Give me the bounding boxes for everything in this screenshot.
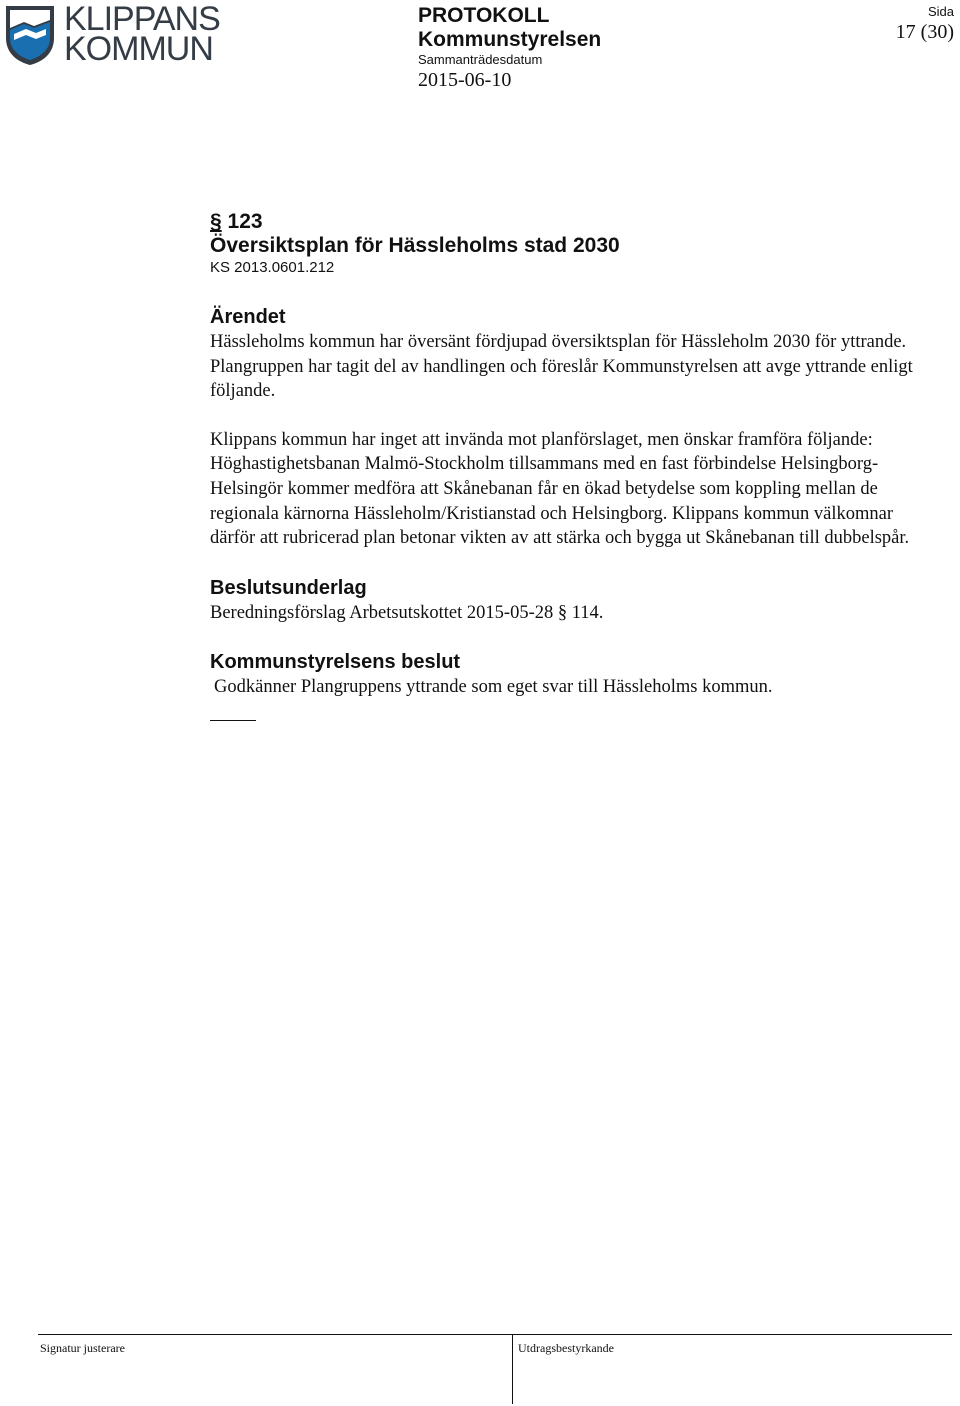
signature-label: Signatur justerare — [40, 1341, 125, 1355]
section-title: Översiktsplan för Hässleholms stad 2030 — [210, 234, 620, 257]
protocol-content — [210, 210, 940, 721]
klippan-shield-icon — [4, 4, 56, 66]
meeting-date-label: Sammanträdesdatum — [418, 52, 543, 67]
arendet-paragraph-1: Hässleholms kommun har översänt fördjupad översiktsplan för Hässleholm 2030 för yttrande. Plangruppen har tagit del av handlingen och föreslår Kommunstyrelsen att avge yttrande enligt följande. — [210, 332, 913, 402]
section-number-line — [210, 210, 940, 234]
end-divider — [210, 720, 256, 721]
beslutsunderlag-heading: Beslutsunderlag — [210, 576, 367, 599]
meeting-date: 2015-06-10 — [418, 69, 512, 91]
footer-divider — [512, 1334, 513, 1404]
footer-rule — [38, 1334, 952, 1335]
beslutsunderlag-text: Beredningsförslag Arbetsutskottet 2015-05-28 § 114. — [210, 602, 604, 623]
beslut-heading: Kommunstyrelsens beslut — [210, 651, 461, 674]
section-symbol: § — [210, 210, 222, 233]
arendet-paragraph-2: Klippans kommun har inget att invända mot planförslaget, men önskar framföra följande: Höghastighetsbanan Malmö-Stockholm tillsammans med en fast förbindelse Helsingborg-Helsingör kommer medföra att Skånebanan får en ökad betydelse som koppling mellan de regionala kärnorna Hässleholm/Kristianstad och Helsingborg. Klippans kommun välkomnar därför att rubricerad plan betonar vikten av att stärka och bygga ut Skånebanan till dubbelspår. — [210, 429, 910, 549]
page-number: 17 (30) — [895, 21, 954, 43]
certification-label: Utdragsbestyrkande — [518, 1341, 614, 1355]
logo-text-kommun: KOMMUN — [64, 30, 213, 68]
beslut-text: Godkänner Plangruppens yttrande som eget svar till Hässleholms kommun. — [214, 677, 773, 698]
case-number: KS 2013.0601.212 — [210, 259, 335, 276]
document-type: PROTOKOLL — [418, 4, 550, 27]
arendet-heading: Ärendet — [210, 306, 286, 328]
municipality-logo — [4, 0, 220, 68]
logo-text-klippans: KLIPPANS — [64, 0, 220, 38]
governing-body: Kommunstyrelsen — [418, 28, 602, 51]
page-label: Sida — [927, 4, 954, 19]
section-number: 123 — [227, 210, 263, 233]
